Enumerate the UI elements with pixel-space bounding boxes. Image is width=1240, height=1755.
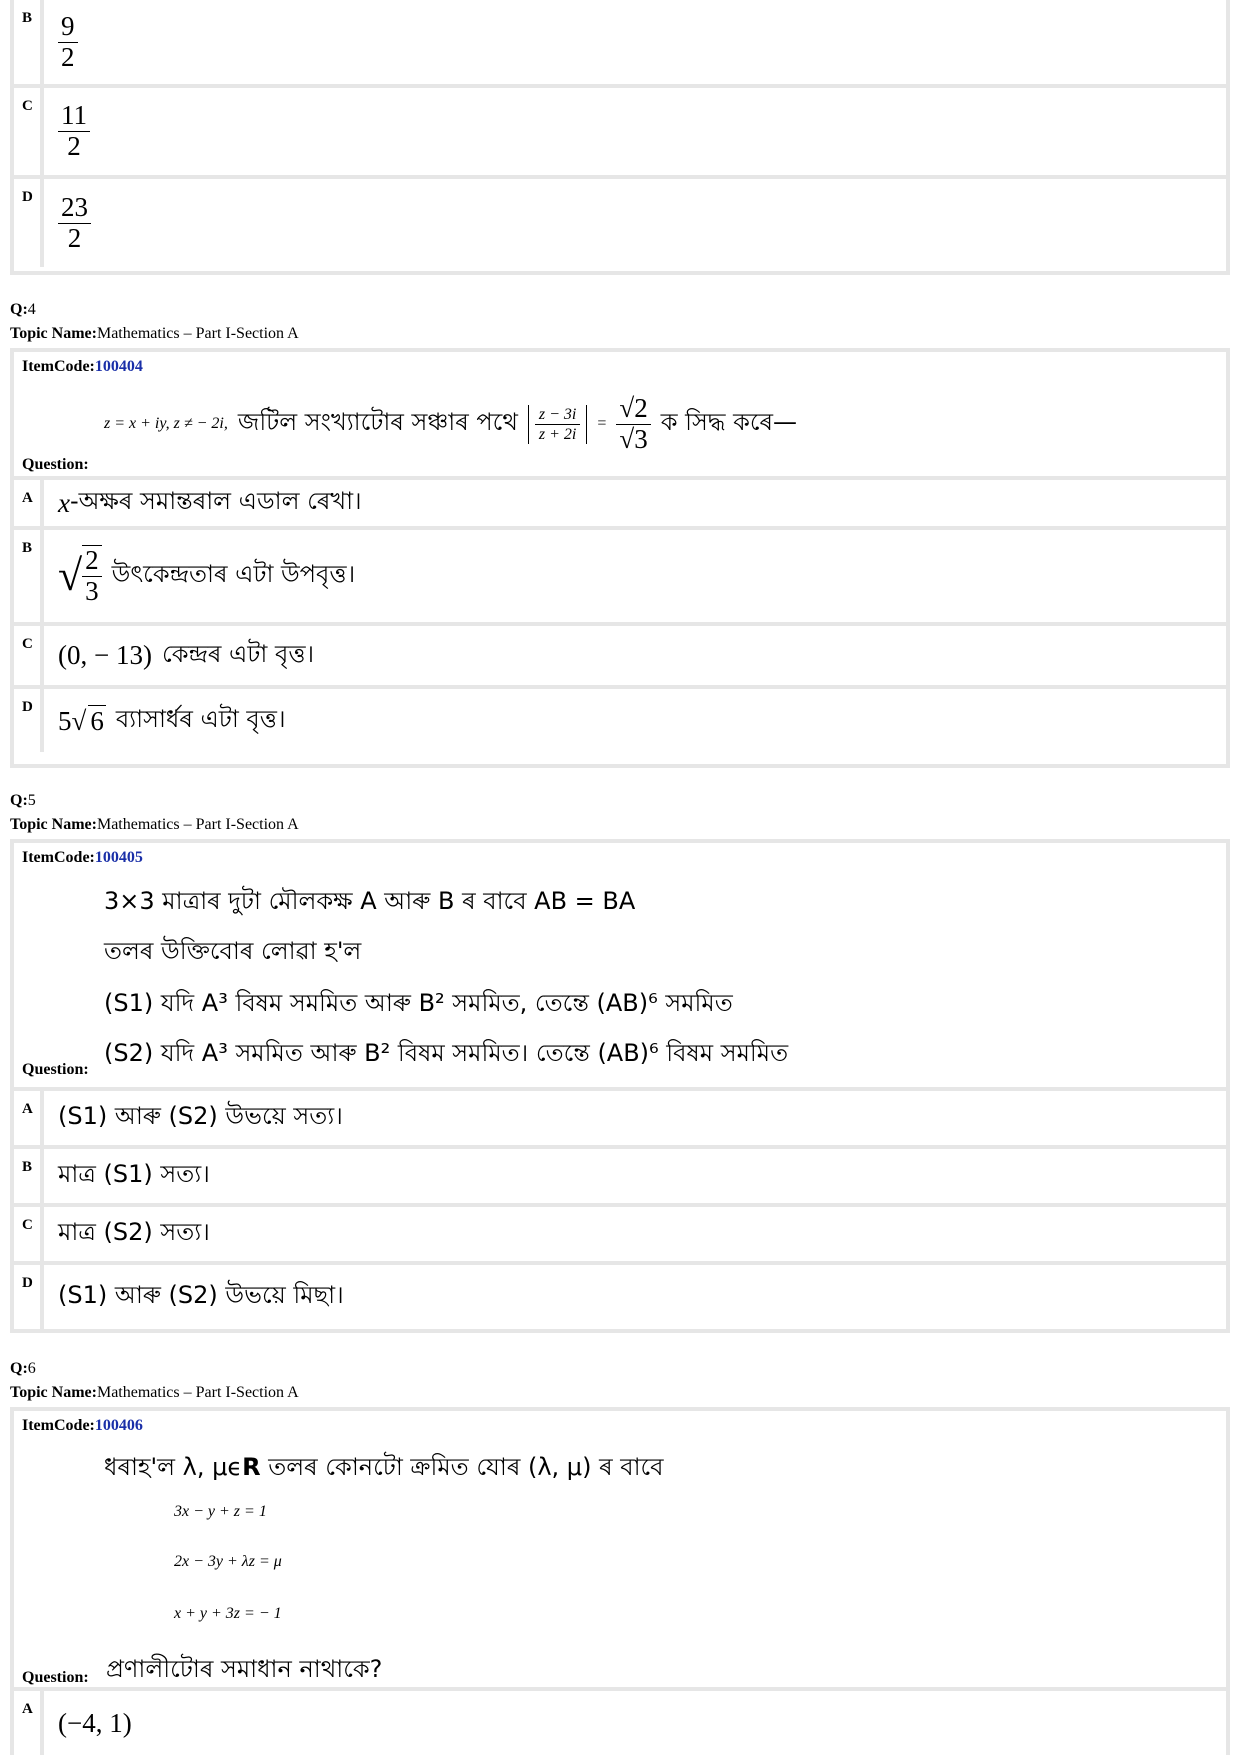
option-row-a[interactable]: A x -অক্ষৰ সমান্তৰাল এডাল ৰেখা। (14, 480, 1226, 530)
question-box-q6 (10, 1407, 1230, 1755)
option-fraction: $\frac{23}{2}$ (58, 193, 91, 253)
question-number: Q:6 (10, 1360, 36, 1377)
stem-intro: ধৰাহ'ল λ, μϵR তলৰ কোনটো ক্ৰমিত যোৰ (λ, μ) ৰ বাবে (104, 1453, 664, 1481)
option-fraction: $\frac{11}{2}$ (58, 101, 90, 161)
question-number: Q:5 (10, 792, 36, 809)
option-row-c[interactable] (14, 88, 1226, 179)
option-letter: A (14, 1691, 44, 1755)
option-row-b[interactable]: B √ $\frac{2}{3}$ উৎকেন্দ্রতাৰ এটা উপবৃত্ত। (14, 530, 1226, 626)
topic-name: Topic Name:Mathematics – Part I-Section A (10, 325, 299, 342)
question-box-q4 (10, 348, 1230, 768)
option-row-a[interactable]: A (S1) আৰু (S2) উভয়ে সত্য। (14, 1091, 1226, 1149)
option-row-d[interactable]: D (S1) আৰু (S2) উভয়ে মিছা। (14, 1265, 1226, 1329)
question-stem (14, 843, 1226, 1091)
option-letter: C (14, 88, 44, 175)
option-letter: D (14, 1265, 44, 1329)
option-row-d[interactable]: D 5√ 6 ব্যাসাৰ্ধৰ এটা বৃত্ত। (14, 689, 1226, 752)
question-label: Question: (22, 1061, 89, 1078)
question-box-q5 (10, 839, 1230, 1333)
question-number: Q:4 (10, 301, 36, 318)
prev-question-options (10, 0, 1230, 275)
option-row-c[interactable]: C (0, − 13) কেন্দ্ৰৰ এটা বৃত্ত। (14, 626, 1226, 689)
stem-suffix: ক সিদ্ধ কৰে— (660, 408, 798, 437)
modulus-fraction: $\frac{z - 3i}{z + 2i}$ (528, 405, 587, 444)
equals-sign: = (597, 415, 607, 433)
option-row-d[interactable] (14, 179, 1226, 267)
option-row-a[interactable]: A (−4, 1) (14, 1691, 1226, 1755)
item-code: ItemCode:100405 (22, 849, 143, 866)
option-letter: C (14, 626, 44, 685)
option-row-b[interactable]: B মাত্র (S1) সত্য। (14, 1149, 1226, 1207)
option-fraction: $\frac{9}{2}$ (58, 12, 78, 72)
option-letter: B (14, 1149, 44, 1203)
question-stem (14, 1411, 1226, 1691)
option-row-c[interactable]: C মাত্র (S2) সত্য। (14, 1207, 1226, 1265)
stem-line: তলৰ উক্তিবোৰ লোৱা হ'ল (104, 937, 362, 965)
stem-line: (S2) যদি A³ সমমিত আৰু B² বিষম সমমিত। তেন্তে (AB)⁶ বিষম সমমিত (104, 1039, 789, 1067)
option-letter: A (14, 480, 44, 526)
equation-line: 3x − y + z = 1 (174, 1503, 267, 1520)
item-code: ItemCode:100406 (22, 1417, 143, 1434)
rhs-fraction: $\frac{√2}{√3}$ (616, 394, 650, 454)
option-letter: A (14, 1091, 44, 1145)
topic-name: Topic Name:Mathematics – Part I-Section A (10, 1384, 299, 1401)
question-stem (14, 352, 1226, 480)
stem-text: জটিল সংখ্যাটোৰ সঞ্চাৰ পথে (237, 408, 518, 437)
option-letter: B (14, 0, 44, 84)
option-letter: B (14, 530, 44, 622)
item-code: ItemCode:100404 (22, 358, 143, 375)
stem-closing: প্ৰণালীটোৰ সমাধান নাথাকে? (106, 1655, 383, 1683)
stem-math: z = x + iy, z ≠ − 2i, (104, 415, 228, 433)
equation-line: x + y + 3z = − 1 (174, 1605, 282, 1622)
topic-name: Topic Name:Mathematics – Part I-Section A (10, 816, 299, 833)
stem-line: 3×3 মাত্ৰাৰ দুটা মৌলকক্ষ A আৰু B ৰ বাবে AB = BA (104, 887, 636, 915)
option-row-b[interactable] (14, 0, 1226, 88)
option-letter: D (14, 179, 44, 267)
stem-line: (S1) যদি A³ বিষম সমমিত আৰু B² সমমিত, তেন্তে (AB)⁶ সমমিত (104, 989, 733, 1017)
equation-line: 2x − 3y + λz = μ (174, 1553, 282, 1570)
question-label: Question: (22, 456, 89, 473)
question-label: Question: (22, 1669, 89, 1686)
option-letter: D (14, 689, 44, 752)
option-letter: C (14, 1207, 44, 1261)
